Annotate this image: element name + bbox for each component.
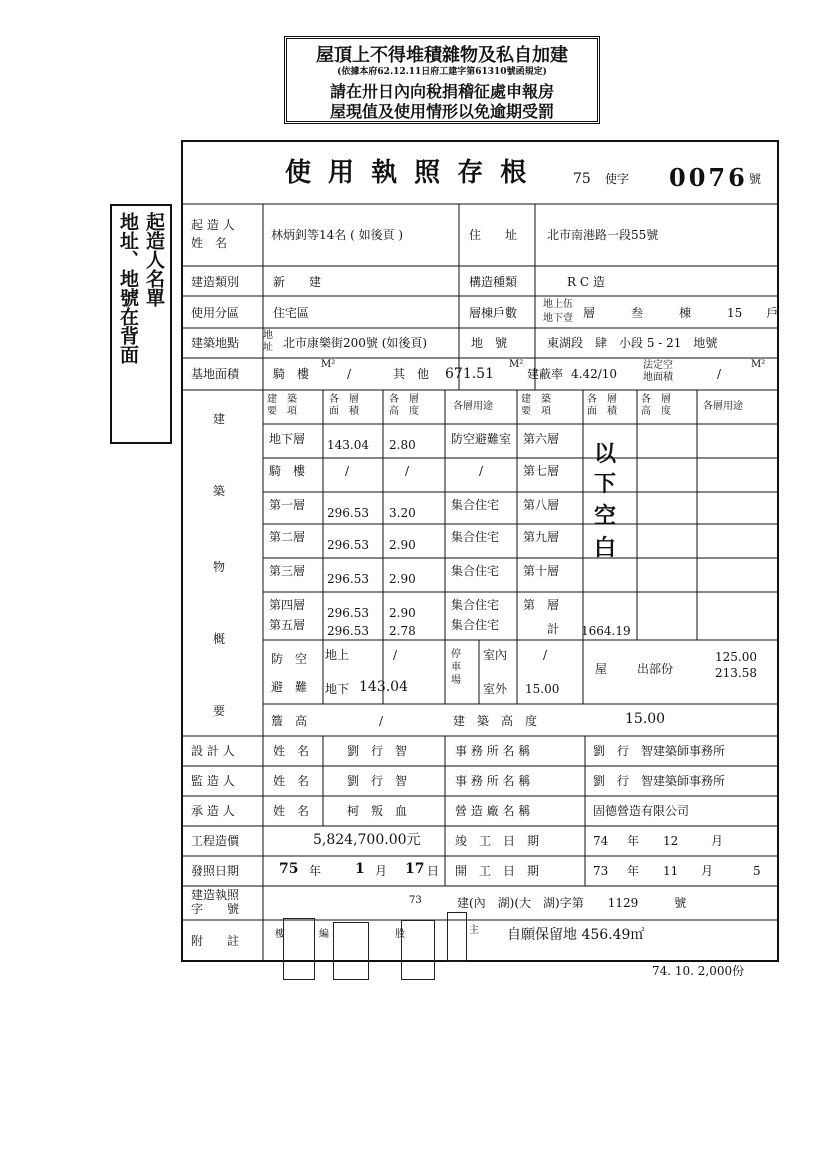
issue-day-unit: 日 — [427, 864, 440, 878]
notice-line-1: 屋頂上不得堆積雜物及私自加建 — [316, 45, 568, 66]
floor-name: 第一層 — [269, 498, 306, 512]
col-area-header: 各 層 面 積 — [329, 394, 359, 417]
floors-below: 地下壹 — [543, 313, 573, 324]
start-day: 5 — [753, 864, 761, 878]
legal-space-value: / — [717, 367, 722, 381]
designer-office-label: 事 務 所 名 稱 — [455, 744, 531, 758]
issue-year-unit: 年 — [309, 864, 322, 878]
issue-month-unit: 月 — [375, 864, 388, 878]
eave-value: / — [379, 714, 384, 728]
parking-label: 停車場 — [451, 649, 461, 686]
contractor-company-label: 營 造 廠 名 稱 — [455, 804, 531, 818]
completion-month: 12 — [663, 834, 679, 848]
floor-use: 集合住宅 — [451, 564, 500, 578]
completion-year-unit: 年 — [627, 834, 640, 848]
notice-line-3: 請在卅日內向稅捐稽征處申報房 — [329, 82, 554, 101]
handwritten-char: 以 — [593, 441, 616, 467]
coverage-label: 建蔽率 — [527, 367, 564, 381]
zone-label: 使用分區 — [191, 306, 240, 320]
start-month: 11 — [663, 864, 679, 878]
side-note-col-1: 起造人名單 — [143, 212, 165, 307]
supervisor-office-label: 事 務 所 名 稱 — [455, 774, 531, 788]
parking-outdoor-value: 15.00 — [525, 682, 560, 696]
col-use-header-right: 各層用途 — [703, 401, 743, 412]
seal-stamp — [447, 912, 467, 962]
roof-extra-label: 出部份 — [637, 662, 674, 676]
col-floor-header-right: 建 築 要 項 — [521, 394, 551, 417]
col-use-header: 各層用途 — [453, 401, 493, 412]
floor-height: / — [405, 464, 410, 478]
notice-line-4: 屋現值及使用情形以免逾期受罰 — [329, 102, 554, 121]
floor-name: 第五層 — [269, 618, 306, 632]
permit-ref-text: 建(內 湖)(大 湖)字第 1129 號 — [457, 896, 687, 910]
signer-label: 樓 — [275, 929, 285, 940]
contractor-company: 固德營造有限公司 — [593, 804, 690, 818]
col-floor-header: 建 築 要 項 — [267, 394, 297, 417]
designer-name-label: 姓 名 — [273, 744, 310, 758]
floor-area: 296.53 — [327, 538, 369, 552]
roof-value: 125.00 — [715, 650, 757, 664]
notes-label: 附 註 — [191, 934, 240, 948]
land-area-label: 基地面積 — [191, 367, 240, 381]
floor-name: 第三層 — [269, 564, 306, 578]
seal-stamp — [283, 918, 315, 980]
parking-outdoor-label: 室外 — [483, 682, 508, 696]
floor-name: 騎 樓 — [269, 464, 306, 478]
permit-year: 75 — [573, 171, 591, 187]
issue-month: 1 — [355, 861, 365, 877]
start-month-unit: 月 — [701, 864, 714, 878]
arcade-value: / — [347, 367, 352, 381]
site-label: 建築地點 — [191, 336, 240, 350]
supervisor-office: 劉 行 智建築師事務所 — [593, 774, 726, 788]
side-note-col-2: 地址、地號在背面 — [117, 212, 139, 364]
contractor-name-label: 姓 名 — [273, 804, 310, 818]
start-year: 73 — [593, 864, 609, 878]
right-floor-name: 第八層 — [523, 498, 560, 512]
category-value: 新 建 — [273, 275, 322, 289]
shelter-below-label: 地下 — [325, 682, 350, 696]
handwritten-char: 空 — [593, 503, 616, 529]
floor-use: 集合住宅 — [451, 598, 500, 612]
address-value: 北市南港路一段55號 — [547, 228, 659, 242]
notice-stamp — [284, 36, 600, 124]
cost-value: 5,824,700.00元 — [313, 832, 421, 848]
right-floor-name: 第 層 — [523, 598, 560, 612]
start-year-unit: 年 — [627, 864, 640, 878]
other-unit: M² — [509, 359, 524, 370]
owner-value: 林炳釗等14名 ( 如後頁 ) — [271, 228, 404, 242]
floor-area: 296.53 — [327, 506, 369, 520]
issue-label: 發照日期 — [191, 864, 240, 878]
structure-value: R C 造 — [567, 275, 605, 289]
floor-area: 296.53 — [327, 572, 369, 586]
handwritten-char: 下 — [593, 471, 616, 497]
floor-height: 2.78 — [389, 624, 416, 638]
designer-name: 劉 行 智 — [347, 744, 408, 758]
floor-name: 第四層 — [269, 598, 306, 612]
floor-area: 143.04 — [327, 438, 369, 452]
legal-space-unit: M² — [751, 359, 766, 370]
floor-area: / — [345, 464, 350, 478]
floor-use: 集合住宅 — [451, 530, 500, 544]
roof-extra-value: 213.58 — [715, 666, 757, 680]
right-total: 1664.19 — [581, 624, 631, 638]
zone-value: 住宅區 — [273, 306, 310, 320]
building-label-5: 要 — [213, 704, 226, 718]
permit-ref-label: 建造執照 字 號 — [191, 888, 240, 916]
signer-label: 股 — [395, 929, 405, 940]
structure-label: 構造種類 — [469, 275, 518, 289]
supervisor-label: 監 造 人 — [191, 774, 235, 788]
parking-indoor-value: / — [543, 648, 548, 662]
building-height-value: 15.00 — [625, 711, 666, 727]
lot-value: 東湖段 肆 小段 5 - 21 地號 — [547, 336, 718, 350]
right-floor-name: 計 — [547, 622, 560, 636]
handwritten-char: 白 — [593, 535, 616, 561]
permit-type: 使字 — [605, 172, 630, 186]
permit-ref-year: 73 — [409, 895, 422, 906]
seal-stamp — [401, 920, 435, 980]
completion-year: 74 — [593, 834, 609, 848]
floor-height: 2.90 — [389, 538, 416, 552]
completion-label: 竣 工 日 期 — [455, 834, 540, 848]
floor-area: 296.53 — [327, 624, 369, 638]
supervisor-name: 劉 行 智 — [347, 774, 408, 788]
floors-rest: 層 叁 棟 15 戶 — [583, 306, 779, 320]
other-value: 671.51 — [445, 366, 494, 382]
floors-above: 地上伍 — [543, 299, 573, 310]
start-label: 開 工 日 期 — [455, 864, 540, 878]
shelter-below-value: 143.04 — [359, 679, 408, 695]
page-title: 使 用 執 照 存 根 — [285, 158, 531, 188]
right-floor-name: 第七層 — [523, 464, 560, 478]
shelter-label: 防 空 — [271, 652, 308, 666]
supervisor-name-label: 姓 名 — [273, 774, 310, 788]
floor-name: 第二層 — [269, 530, 306, 544]
arcade-label: 騎 樓 — [273, 367, 310, 381]
side-note — [110, 204, 172, 444]
floor-name: 地下層 — [269, 432, 306, 446]
permit-number: 0076 — [669, 163, 748, 192]
designer-office: 劉 行 智建築師事務所 — [593, 744, 726, 758]
floor-height: 2.90 — [389, 572, 416, 586]
floor-height: 3.20 — [389, 506, 416, 520]
contractor-name: 柯 叛 血 — [347, 804, 408, 818]
site-addr-label: 地址 — [263, 330, 273, 353]
print-footer: 74. 10. 2,000份 — [652, 964, 745, 978]
right-floor-name: 第九層 — [523, 530, 560, 544]
coverage-value: 4.42/10 — [571, 367, 618, 381]
lot-label: 地 號 — [471, 336, 508, 350]
floor-use: / — [479, 464, 484, 478]
floors-label: 層棟戶數 — [469, 306, 518, 320]
floor-height: 2.90 — [389, 606, 416, 620]
shelter-label-2: 避 難 — [271, 680, 308, 694]
permit-suffix: 號 — [749, 172, 762, 186]
eave-label: 簷 高 — [271, 714, 308, 728]
col-height-header: 各 層 高 度 — [389, 394, 419, 417]
seal-stamp — [333, 922, 369, 980]
col-area-header-right: 各 層 面 積 — [587, 394, 617, 417]
permit-form — [181, 140, 779, 962]
right-floor-name: 第十層 — [523, 564, 560, 578]
owner-label: 起 造 人 姓 名 — [191, 218, 235, 250]
site-value: 北市康樂街200號 (如後頁) — [283, 336, 428, 350]
building-label-3: 物 — [213, 560, 226, 574]
shelter-above-value: / — [393, 648, 398, 662]
signer-label: 主 — [469, 925, 479, 936]
floor-use: 集合住宅 — [451, 618, 500, 632]
floor-area: 296.53 — [327, 606, 369, 620]
col-height-header-right: 各 層 高 度 — [641, 394, 671, 417]
completion-month-unit: 月 — [711, 834, 724, 848]
category-label: 建造類別 — [191, 275, 240, 289]
right-floor-name: 第六層 — [523, 432, 560, 446]
cost-label: 工程造價 — [191, 834, 240, 848]
floor-use: 集合住宅 — [451, 498, 500, 512]
issue-day: 17 — [405, 861, 425, 877]
address-label: 住 址 — [469, 228, 518, 242]
building-label-1: 建 — [213, 412, 226, 426]
arcade-unit: M² — [321, 359, 336, 370]
notice-line-2: (依據本府62.12.11日府工建字第61310號函規定) — [337, 67, 547, 77]
floor-use: 防空避難室 — [451, 432, 512, 446]
parking-indoor-label: 室內 — [483, 648, 508, 662]
roof-label: 屋 — [595, 662, 608, 676]
issue-year: 75 — [279, 861, 299, 877]
notes-text: 自願保留地 456.49㎡ — [507, 927, 645, 943]
building-label-2: 築 — [213, 484, 226, 498]
contractor-label: 承 造 人 — [191, 804, 235, 818]
floor-height: 2.80 — [389, 438, 416, 452]
building-height-label: 建 築 高 度 — [453, 714, 538, 728]
shelter-above-label: 地上 — [325, 648, 350, 662]
building-label-4: 概 — [213, 632, 226, 646]
legal-space-label: 法定空 地面積 — [643, 360, 673, 383]
designer-label: 設 計 人 — [191, 744, 235, 758]
other-label: 其 他 — [393, 367, 430, 381]
signer-label: 編 — [319, 929, 329, 940]
